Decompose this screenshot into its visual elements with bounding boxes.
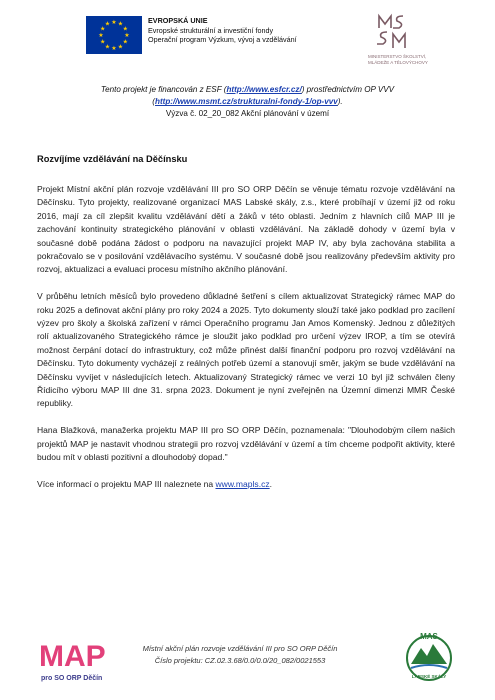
paragraph-2: V průběhu letních měsíců bylo provedeno důkladné šetření s cílem aktualizovat Strategický rámec MAP do roku 2025 a definovat akční plány pro roky 2024 a 2025. Tyto dokumenty slouží také jako podklad pro zacílení výzev pro školy a školská zařízení v rámci Operačního programu Jan Amos Komenský. Jednou z důležitých rolí aktualizovaného Strategického rámce je sloužit jako podklad pro určení výzev IROP, a tím se otevírá možnost čerpání dotací do infrastruktury, což může přinést další finanční podporu pro rozvoj vzdělávání na Děčínsku. Tyto dokumenty vycházejí z reálných potřeb území a stanovují směr, jakým se bude vzdělávání na Děčínsku vyvíjet v následujících letech. Aktualizovaný Strategický rámec ve verzi 10 byl již schválen členy Řídicího výboru MAP III dne 31. srpna 2023. Dokument je nyní zveřejněn na Územní dimenzi MMR České republiky. — [37, 291, 455, 409]
svg-text:★: ★ — [122, 25, 128, 33]
svg-text:★: ★ — [111, 45, 117, 52]
financing-text-1: Tento projekt je financován z ESF ( — [100, 85, 227, 94]
msmt-emblem-icon — [373, 12, 413, 52]
article-title: Rozvíjíme vzdělávání na Děčínsku — [37, 154, 188, 164]
svg-text:★: ★ — [117, 20, 124, 28]
financing-text-3: ( — [152, 97, 155, 107]
eu-funds: Evropské strukturální a investiční fondy — [148, 25, 274, 35]
financing-text-2: ) prostřednictvím OP VVV — [301, 85, 395, 94]
footer-line-2: Číslo projektu: CZ.02.3.68/0.0/0.0/20_082/0021553 — [154, 656, 326, 665]
msmt-line2: MLÁDEŽE A TĚLOVÝCHOVY — [368, 59, 428, 65]
eu-program: Operační program Výzkum, vývoj a vzdělávání — [148, 35, 297, 44]
svg-text:★: ★ — [100, 38, 106, 46]
msmt-logo — [333, 12, 453, 67]
mas-logo-bottom: LABSKÉ SKÁLY — [411, 674, 447, 679]
map-logo — [33, 628, 111, 684]
msmt-line1: MINISTERSTVO ŠKOLSTVÍ, — [368, 54, 427, 59]
financing-note — [40, 84, 455, 121]
svg-text:★: ★ — [104, 20, 111, 28]
paragraph-4 — [37, 478, 455, 491]
financing-text-4: ). — [337, 97, 343, 107]
header — [0, 0, 495, 70]
paragraph-1: Projekt Místní akční plán rozvoje vzdělávání III pro SO ORP Děčín se věnuje tématu rozvoje vzdělávání na Děčínsku. Tyto projekty, realizované organizací MAS Labské skály, z.s., které probíhají v území již od roku 2016, mají za cíl zlepšit kvalitu vzdělávání dětí a žáků v této oblasti. Jedním z hlavních cílů MAP III je zachování kontinuity strategického plánování v oblasti vzdělávání. Na základě dohody v území byla v současné době podána žádost o podporu na navazující projekt MAP IV, aby byla zachována stabilita a pokračovalo se v posilování vzdělávacího systému. V současné době jsou realizovány především aktivity pro rozvoj, aktualizaci a evaluaci procesu místního akčního plánování. — [37, 184, 455, 275]
mapls-link[interactable]: www.mapls.cz — [215, 478, 270, 489]
more-info-end: . — [269, 478, 272, 489]
footer-text — [120, 643, 360, 667]
eu-flag-logo — [86, 16, 142, 54]
svg-text:★: ★ — [124, 32, 130, 39]
svg-text:★: ★ — [104, 43, 111, 51]
svg-text:★: ★ — [122, 38, 128, 46]
mas-labske-skaly-logo — [403, 628, 455, 684]
footer-line-1: Místní akční plán rozvoje vzdělávání III pro SO ORP Děčín — [142, 644, 338, 653]
mas-logo-top: MAS — [420, 632, 438, 641]
esf-link[interactable]: http://www.esfcr.cz/ — [226, 85, 302, 94]
svg-text:★: ★ — [100, 25, 106, 33]
paragraph-3: Hana Blažková, manažerka projektu MAP III pro SO ORP Děčín, poznamenala: "Dlouhodobým cílem našich projektů MAP je nastavit vhodnou strategii pro rozvoj vzdělávání v území a tím chceme podpořit aktivity, které budou mít v oblasti pozitivní a dlouhodobý dopad." — [37, 425, 455, 463]
more-info-text: Více informací o projektu MAP III naleznete na — [37, 478, 216, 489]
svg-text:★: ★ — [117, 43, 124, 51]
map-logo-sub: pro SO ORP Děčín — [41, 675, 103, 682]
msmt-link[interactable]: http://www.msmt.cz/strukturalni-fondy-1/op-vvv — [155, 97, 338, 107]
eu-title: EVROPSKÁ UNIE — [148, 16, 208, 25]
svg-text:★: ★ — [98, 32, 104, 39]
msmt-text — [368, 54, 458, 65]
map-logo-text: MAP — [39, 640, 106, 673]
article-body — [37, 183, 455, 505]
eu-program-text — [148, 16, 297, 45]
svg-text:★: ★ — [111, 19, 117, 26]
call-number: Výzva č. 02_20_082 Akční plánování v území — [165, 109, 330, 119]
